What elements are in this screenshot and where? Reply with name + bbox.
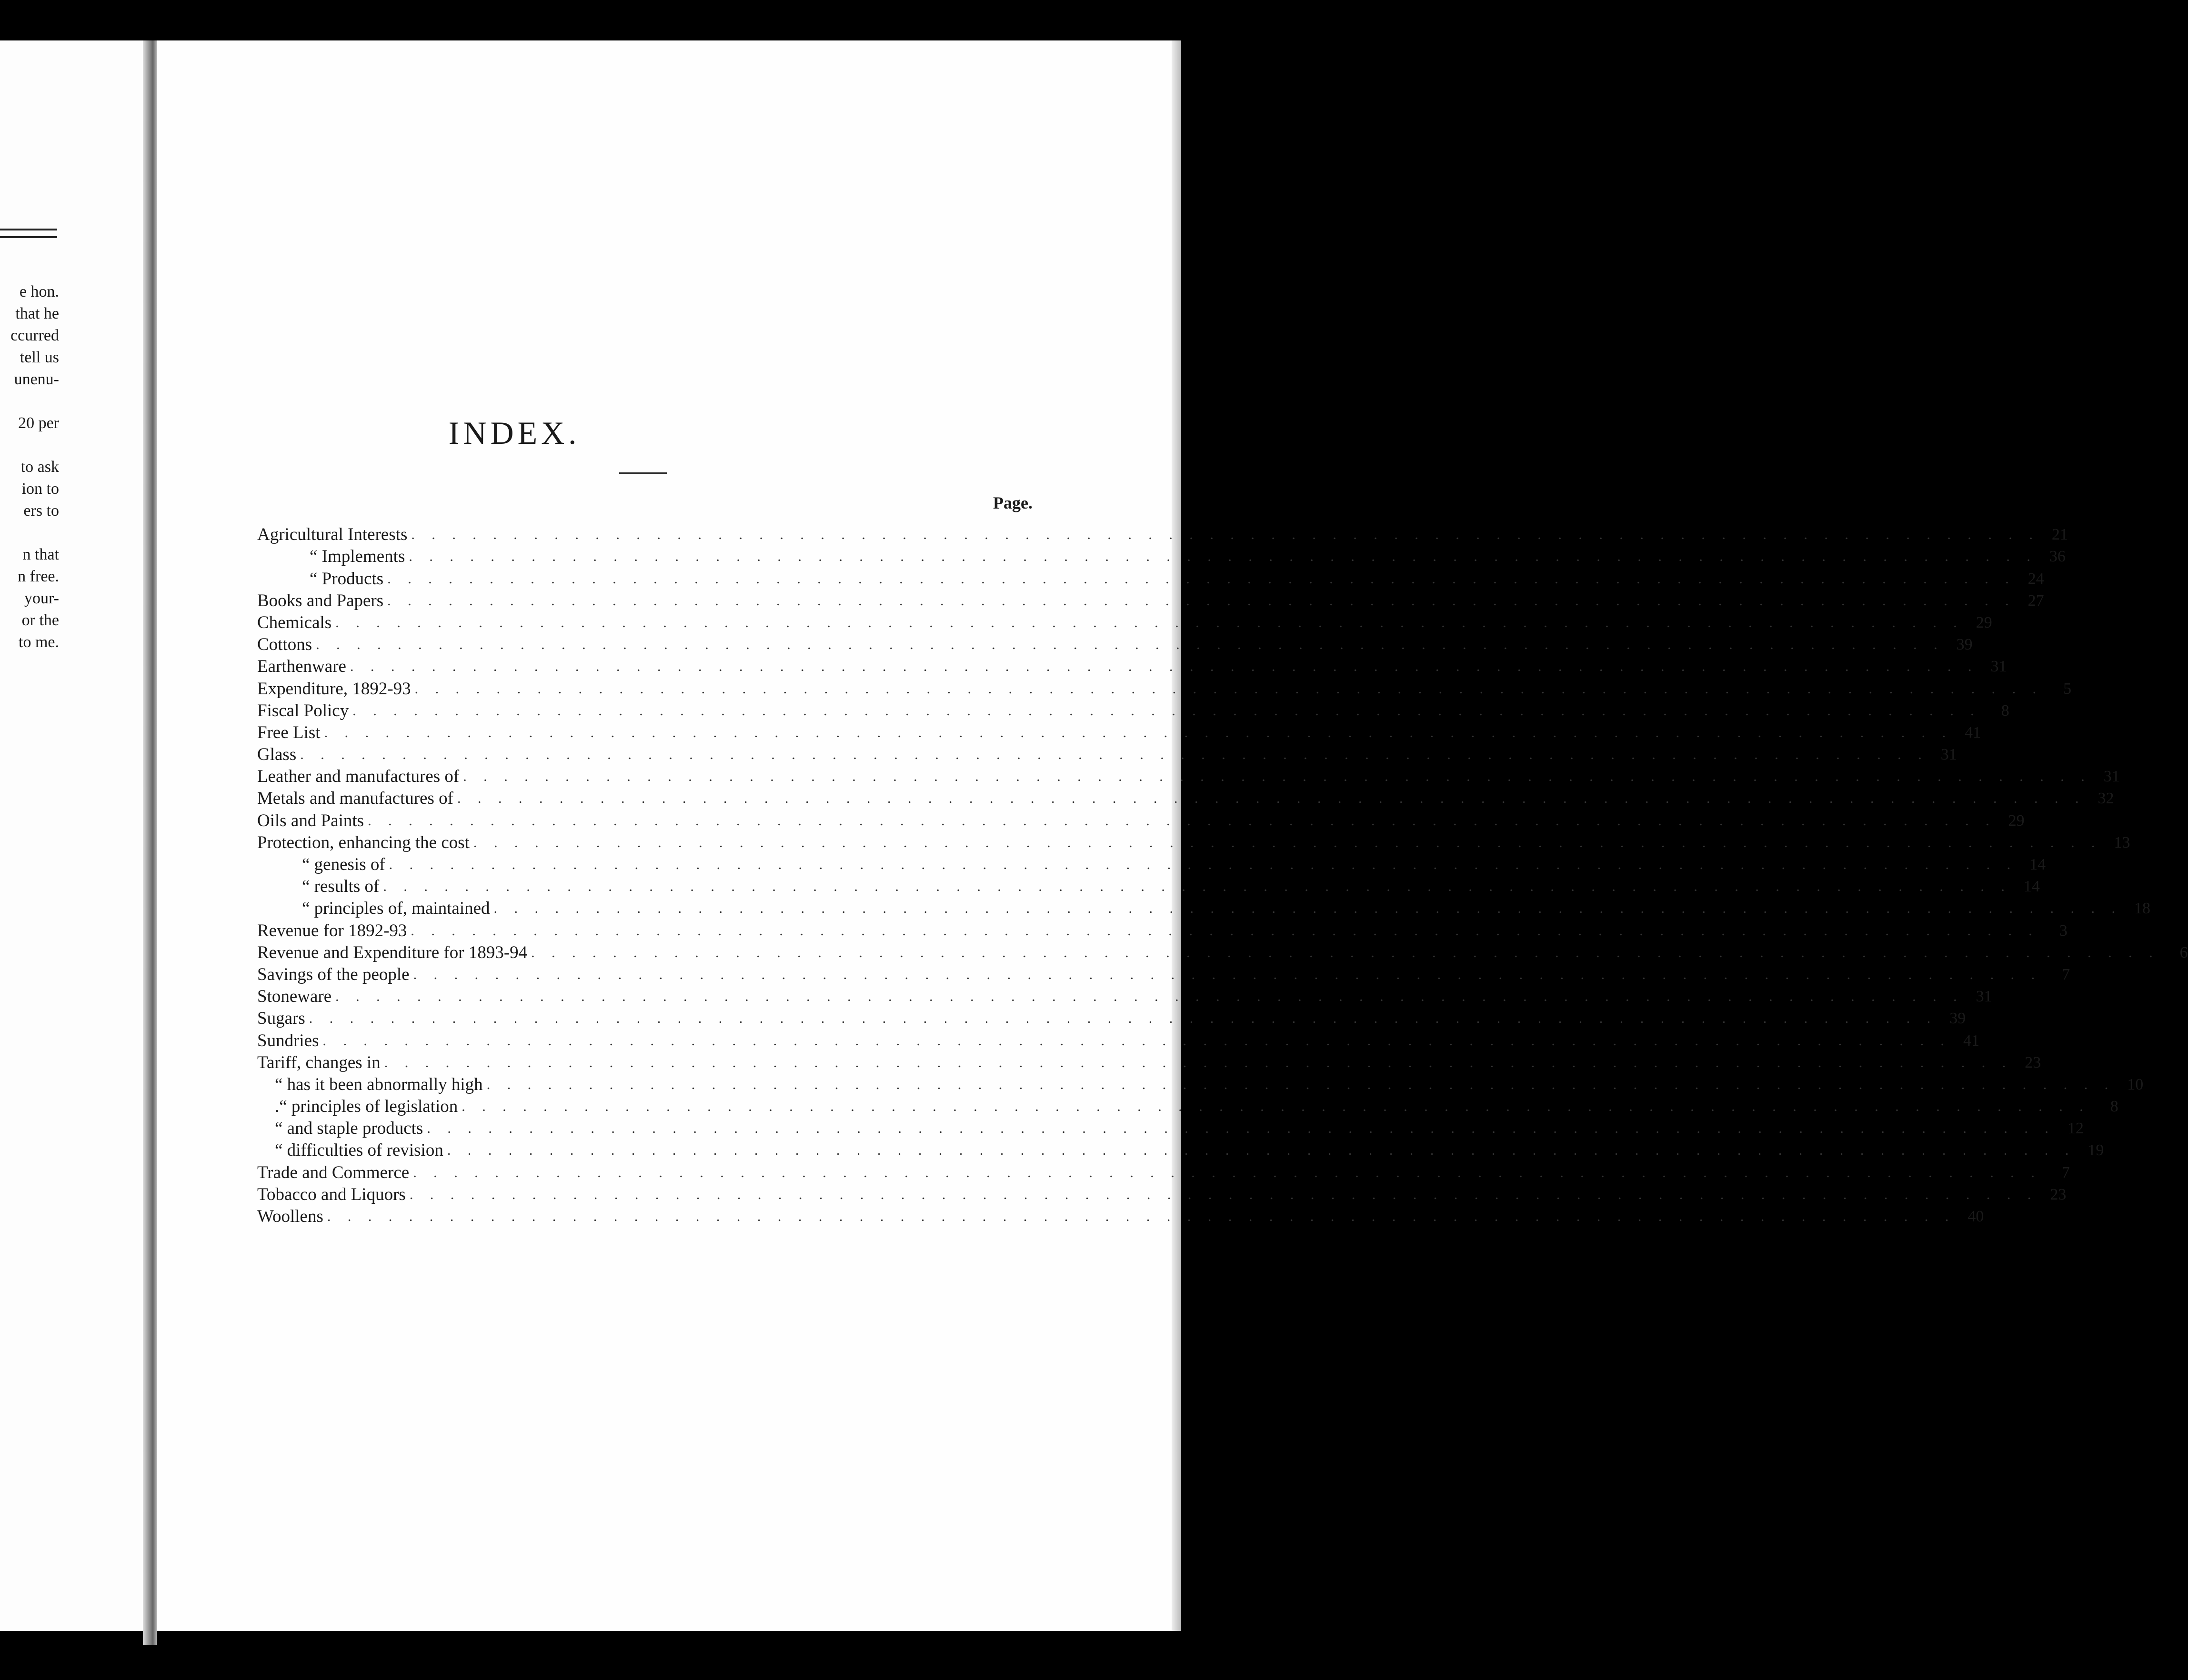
entry-page-number: 13 xyxy=(2114,833,2130,851)
entry-page-number: 10 xyxy=(2127,1075,2144,1093)
double-rule xyxy=(0,229,57,238)
dot-leader: . . . . . . . . . . . . . . . . . . . . . . . . . . . . . . . . . . . . . . . . . . . . . . . . . . . . . . . . . . . . . . . . . . . . . . . . . . . . . . . . xyxy=(389,857,2017,872)
index-entry xyxy=(257,1140,2104,1161)
index-entry xyxy=(257,854,2046,876)
entry-page-number: 7 xyxy=(2061,1163,2070,1181)
index-entry xyxy=(257,1030,1979,1051)
entry-page-number: 41 xyxy=(1965,723,1981,741)
text-line: ers to xyxy=(23,502,59,520)
entry-label: Savings of the people xyxy=(257,964,410,984)
index-entry xyxy=(257,920,2068,941)
entry-label: “ genesis of xyxy=(302,855,385,874)
text-line: or the xyxy=(21,611,59,629)
dot-leader: . . . . . . . . . . . . . . . . . . . . . . . . . . . . . . . . . . . . . . . . . . . . . . . . . . . . . . . . . . . . . . . . . . . . . . . . . . . . . . . . xyxy=(531,944,2159,960)
dot-leader: . . . . . . . . . . . . . . . . . . . . . . . . . . . . . . . . . . . . . . . . . . . . . . . . . . . . . . . . . . . . . . . . . . . . . . . . . . . . . . . . xyxy=(409,549,2037,565)
dot-leader: . . . . . . . . . . . . . . . . . . . . . . . . . . . . . . . . . . . . . . . . . . . . . . . . . . . . . . . . . . . . . . . . . . . . . . . . . . . . . . . . xyxy=(335,614,1964,630)
entry-page-number: 5 xyxy=(2063,680,2072,698)
index-entry xyxy=(257,832,2130,854)
dot-leader: . . . . . . . . . . . . . . . . . . . . . . . . . . . . . . . . . . . . . . . . . . . . . . . . . . . . . . . . . . . . . . . . . . . . . . . . . . . . . . . . xyxy=(384,1054,2013,1070)
entry-page-number: 31 xyxy=(1990,658,2007,676)
index-entry xyxy=(257,1206,1984,1228)
index-entry xyxy=(257,898,2151,920)
entry-page-number: 36 xyxy=(2049,548,2066,566)
entry-label: Tobacco and Liquors xyxy=(257,1184,406,1204)
dot-leader: . . . . . . . . . . . . . . . . . . . . . . . . . . . . . . . . . . . . . . . . . . . . . . . . . . . . . . . . . . . . . . . . . . . . . . . . . . . . . . . . xyxy=(322,1032,1951,1049)
index-entry xyxy=(257,1074,2144,1096)
dot-leader: . . . . . . . . . . . . . . . . . . . . . . . . . . . . . . . . . . . . . . . . . . . . . . . . . . . . . . . . . . . . . . . . . . . . . . . . . . . . . . . . xyxy=(350,659,1978,675)
entry-label: Woollens xyxy=(257,1207,323,1226)
dot-leader: . . . . . . . . . . . . . . . . . . . . . . . . . . . . . . . . . . . . . . . . . . . . . . . . . . . . . . . . . . . . . . . . . . . . . . . . . . . . . . . . xyxy=(409,1186,2038,1202)
entry-page-number: 12 xyxy=(2067,1120,2084,1138)
facing-page-text xyxy=(10,281,59,653)
dot-leader: . . . . . . . . . . . . . . . . . . . . . . . . . . . . . . . . . . . . . . . . . . . . . . . . . . . . . . . . . . . . . . . . . . . . . . . . . . . . . . . . xyxy=(462,1099,2090,1115)
entry-label: Glass xyxy=(257,745,297,765)
index-entry xyxy=(257,1096,2118,1118)
entry-label: Oils and Paints xyxy=(257,810,364,830)
text-line: n that xyxy=(22,546,59,563)
entry-page-number: 23 xyxy=(2025,1053,2041,1071)
entry-page-number: 19 xyxy=(2088,1141,2104,1160)
entry-page-number: 21 xyxy=(2051,526,2068,544)
dot-leader: . . . . . . . . . . . . . . . . . . . . . . . . . . . . . . . . . . . . . . . . . . . . . . . . . . . . . . . . . . . . . . . . . . . . . . . . . . . . . . . . xyxy=(387,570,2016,587)
index-entry xyxy=(257,678,2072,700)
dot-leader: . . . . . . . . . . . . . . . . . . . . . . . . . . . . . . . . . . . . . . . . . . . . . . . . . . . . . . . . . . . . . . . . . . . . . . . . . . . . . . . . xyxy=(368,812,1996,829)
index-entry xyxy=(257,524,2068,546)
index-entry xyxy=(257,722,1981,744)
entry-page-number: 18 xyxy=(2134,900,2151,918)
entry-label: “ and staple products xyxy=(275,1119,423,1139)
entry-label: Revenue and Expenditure for 1893-94 xyxy=(257,942,528,962)
entry-label: Free List xyxy=(257,722,321,742)
entry-label: “ results of xyxy=(302,877,380,897)
dot-leader: . . . . . . . . . . . . . . . . . . . . . . . . . . . . . . . . . . . . . . . . . . . . . . . . . . . . . . . . . . . . . . . . . . . . . . . . . . . . . . . . xyxy=(316,637,1944,653)
entry-page-number: 29 xyxy=(2008,811,2025,830)
text-line: e hon. xyxy=(19,283,59,300)
entry-label: Revenue for 1892-93 xyxy=(257,920,407,940)
entry-page-number: 31 xyxy=(2103,768,2120,786)
entry-label: “ Implements xyxy=(310,547,405,567)
entry-page-number: 39 xyxy=(1956,636,1973,654)
text-line: 20 per xyxy=(18,414,59,432)
dot-leader: . . . . . . . . . . . . . . . . . . . . . . . . . . . . . . . . . . . . . . . . . . . . . . . . . . . . . . . . . . . . . . . . . . . . . . . . . . . . . . . . xyxy=(300,747,1928,763)
text-line: that he xyxy=(15,305,59,322)
entry-label: “ difficulties of revision xyxy=(275,1140,443,1160)
entry-page-number: 40 xyxy=(1967,1208,1984,1225)
index-entry xyxy=(257,942,2188,964)
index-entry xyxy=(257,810,2025,831)
entry-page-number: 31 xyxy=(1976,988,1992,1006)
entry-page-number: 6 xyxy=(2179,943,2188,961)
index-title: INDEX. xyxy=(448,415,581,451)
text-line xyxy=(10,522,59,544)
book-spine xyxy=(143,40,157,1645)
entry-label: Sundries xyxy=(257,1030,319,1050)
dot-leader: . . . . . . . . . . . . . . . . . . . . . . . . . . . . . . . . . . . . . . . . . . . . . . . . . . . . . . . . . . . . . . . . . . . . . . . . . . . . . . . . xyxy=(427,1120,2055,1137)
index-entry xyxy=(257,876,2040,898)
index-entry xyxy=(257,1184,2067,1206)
index-entry xyxy=(257,1008,1966,1030)
entry-label: “ principles of, maintained xyxy=(302,899,490,919)
entry-label: Metals and manufactures of xyxy=(257,789,453,809)
entry-page-number: 29 xyxy=(1976,613,1992,631)
entry-page-number: 23 xyxy=(2050,1185,2067,1203)
entry-label: Protection, enhancing the cost xyxy=(257,832,470,852)
entry-label: Books and Papers xyxy=(257,590,384,610)
title-rule xyxy=(619,472,667,474)
text-line: to ask xyxy=(20,458,59,476)
entry-label: Stoneware xyxy=(257,987,332,1007)
dot-leader: . . . . . . . . . . . . . . . . . . . . . . . . . . . . . . . . . . . . . . . . . . . . . . . . . . . . . . . . . . . . . . . . . . . . . . . . . . . . . . . . xyxy=(411,922,2039,939)
entry-page-number: 8 xyxy=(2110,1098,2118,1116)
dot-leader: . . . . . . . . . . . . . . . . . . . . . . . . . . . . . . . . . . . . . . . . . . . . . . . . . . . . . . . . . . . . . . . . . . . . . . . . . . . . . . . . xyxy=(309,1010,1937,1027)
entry-page-number: 39 xyxy=(1949,1010,1966,1028)
entry-page-number: 7 xyxy=(2062,965,2070,983)
text-line: to me. xyxy=(19,633,59,651)
dot-leader: . . . . . . . . . . . . . . . . . . . . . . . . . . . . . . . . . . . . . . . . . . . . . . . . . . . . . . . . . . . . . . . . . . . . . . . . . . . . . . . . xyxy=(413,966,2042,982)
text-line: your- xyxy=(24,590,59,607)
entry-page-number: 32 xyxy=(2098,790,2114,808)
dot-leader: . . . . . . . . . . . . . . . . . . . . . . . . . . . . . . . . . . . . . . . . . . . . . . . . . . . . . . . . . . . . . . . . . . . . . . . . . . . . . . . . xyxy=(387,592,2016,609)
entry-page-number: 8 xyxy=(2001,701,2009,720)
entry-page-number: 24 xyxy=(2027,570,2044,588)
dot-leader: . . . . . . . . . . . . . . . . . . . . . . . . . . . . . . . . . . . . . . . . . . . . . . . . . . . . . . . . . . . . . . . . . . . . . . . . . . . . . . . . xyxy=(413,1164,2041,1180)
entry-label: Sugars xyxy=(257,1009,305,1029)
entry-page-number: 14 xyxy=(2029,856,2046,873)
index-entry xyxy=(257,964,2070,986)
entry-label: Leather and manufactures of xyxy=(257,767,460,787)
entry-page-number: 41 xyxy=(1963,1031,1979,1050)
index-entry xyxy=(257,1118,2084,1140)
entry-page-number: 31 xyxy=(1940,746,1957,764)
dot-leader: . . . . . . . . . . . . . . . . . . . . . . . . . . . . . . . . . . . . . . . . . . . . . . . . . . . . . . . . . . . . . . . . . . . . . . . . . . . . . . . . xyxy=(335,989,1964,1005)
dot-leader: . . . . . . . . . . . . . . . . . . . . . . . . . . . . . . . . . . . . . . . . . . . . . . . . . . . . . . . . . . . . . . . . . . . . . . . . . . . . . . . . xyxy=(473,834,2102,850)
entry-label: Agricultural Interests xyxy=(257,525,408,545)
index-entry xyxy=(257,986,1992,1008)
entry-label: Fiscal Policy xyxy=(257,700,349,720)
entry-label: Earthenware xyxy=(257,657,346,677)
dot-leader: . . . . . . . . . . . . . . . . . . . . . . . . . . . . . . . . . . . . . . . . . . . . . . . . . . . . . . . . . . . . . . . . . . . . . . . . . . . . . . . . xyxy=(411,527,2039,543)
entry-page-number: 3 xyxy=(2059,921,2068,940)
dot-leader: . . . . . . . . . . . . . . . . . . . . . . . . . . . . . . . . . . . . . . . . . . . . . . . . . . . . . . . . . . . . . . . . . . . . . . . . . . . . . . . . xyxy=(463,769,2091,785)
index-entry xyxy=(257,656,2007,678)
index-entry xyxy=(257,766,2120,788)
index-entry xyxy=(257,700,2009,722)
text-line: unenu- xyxy=(14,370,59,388)
dot-leader: . . . . . . . . . . . . . . . . . . . . . . . . . . . . . . . . . . . . . . . . . . . . . . . . . . . . . . . . . . . . . . . . . . . . . . . . . . . . . . . . xyxy=(352,702,1981,719)
page-column-heading: Page. xyxy=(993,493,1033,512)
dot-leader: . . . . . . . . . . . . . . . . . . . . . . . . . . . . . . . . . . . . . . . . . . . . . . . . . . . . . . . . . . . . . . . . . . . . . . . . . . . . . . . . xyxy=(447,1142,2076,1159)
entry-page-number: 14 xyxy=(2023,878,2040,896)
index-entry xyxy=(257,1161,2070,1183)
text-line: n free. xyxy=(18,568,59,585)
entry-label: “ has it been abnormally high xyxy=(275,1074,483,1094)
index-entry xyxy=(257,744,1957,766)
entry-page-number: 27 xyxy=(2027,591,2044,610)
entry-label: Trade and Commerce xyxy=(257,1162,410,1182)
entry-label: Tariff, changes in xyxy=(257,1052,381,1072)
text-line: tell us xyxy=(20,349,59,366)
entry-label: Cottons xyxy=(257,635,312,655)
index-entry xyxy=(257,568,2044,590)
text-line xyxy=(10,390,59,412)
index-entries xyxy=(257,524,2188,1228)
index-entry xyxy=(257,1052,2041,1074)
text-line: ion to xyxy=(21,480,59,498)
entry-label: Expenditure, 1892-93 xyxy=(257,679,411,699)
entry-label: “ Products xyxy=(310,569,384,589)
dot-leader: . . . . . . . . . . . . . . . . . . . . . . . . . . . . . . . . . . . . . . . . . . . . . . . . . . . . . . . . . . . . . . . . . . . . . . . . . . . . . . . . xyxy=(327,1209,1956,1224)
index-entry xyxy=(257,788,2114,810)
dot-leader: . . . . . . . . . . . . . . . . . . . . . . . . . . . . . . . . . . . . . . . . . . . . . . . . . . . . . . . . . . . . . . . . . . . . . . . . . . . . . . . . xyxy=(486,1076,2115,1092)
dot-leader: . . . . . . . . . . . . . . . . . . . . . . . . . . . . . . . . . . . . . . . . . . . . . . . . . . . . . . . . . . . . . . . . . . . . . . . . . . . . . . . . xyxy=(324,724,1953,740)
index-entry xyxy=(257,546,2066,568)
index-entry xyxy=(257,612,1992,634)
index-entry xyxy=(257,590,2044,612)
entry-label: Chemicals xyxy=(257,612,332,632)
dot-leader: . . . . . . . . . . . . . . . . . . . . . . . . . . . . . . . . . . . . . . . . . . . . . . . . . . . . . . . . . . . . . . . . . . . . . . . . . . . . . . . . xyxy=(493,900,2122,917)
text-line: ccurred xyxy=(10,327,59,344)
facing-page xyxy=(0,40,143,1631)
dot-leader: . . . . . . . . . . . . . . . . . . . . . . . . . . . . . . . . . . . . . . . . . . . . . . . . . . . . . . . . . . . . . . . . . . . . . . . . . . . . . . . . xyxy=(414,680,2043,697)
dot-leader: . . . . . . . . . . . . . . . . . . . . . . . . . . . . . . . . . . . . . . . . . . . . . . . . . . . . . . . . . . . . . . . . . . . . . . . . . . . . . . . . xyxy=(457,790,2086,807)
entry-label: .“ principles of legislation xyxy=(275,1097,458,1117)
index-entry xyxy=(257,634,1973,656)
dot-leader: . . . . . . . . . . . . . . . . . . . . . . . . . . . . . . . . . . . . . . . . . . . . . . . . . . . . . . . . . . . . . . . . . . . . . . . . . . . . . . . . xyxy=(383,879,2011,895)
